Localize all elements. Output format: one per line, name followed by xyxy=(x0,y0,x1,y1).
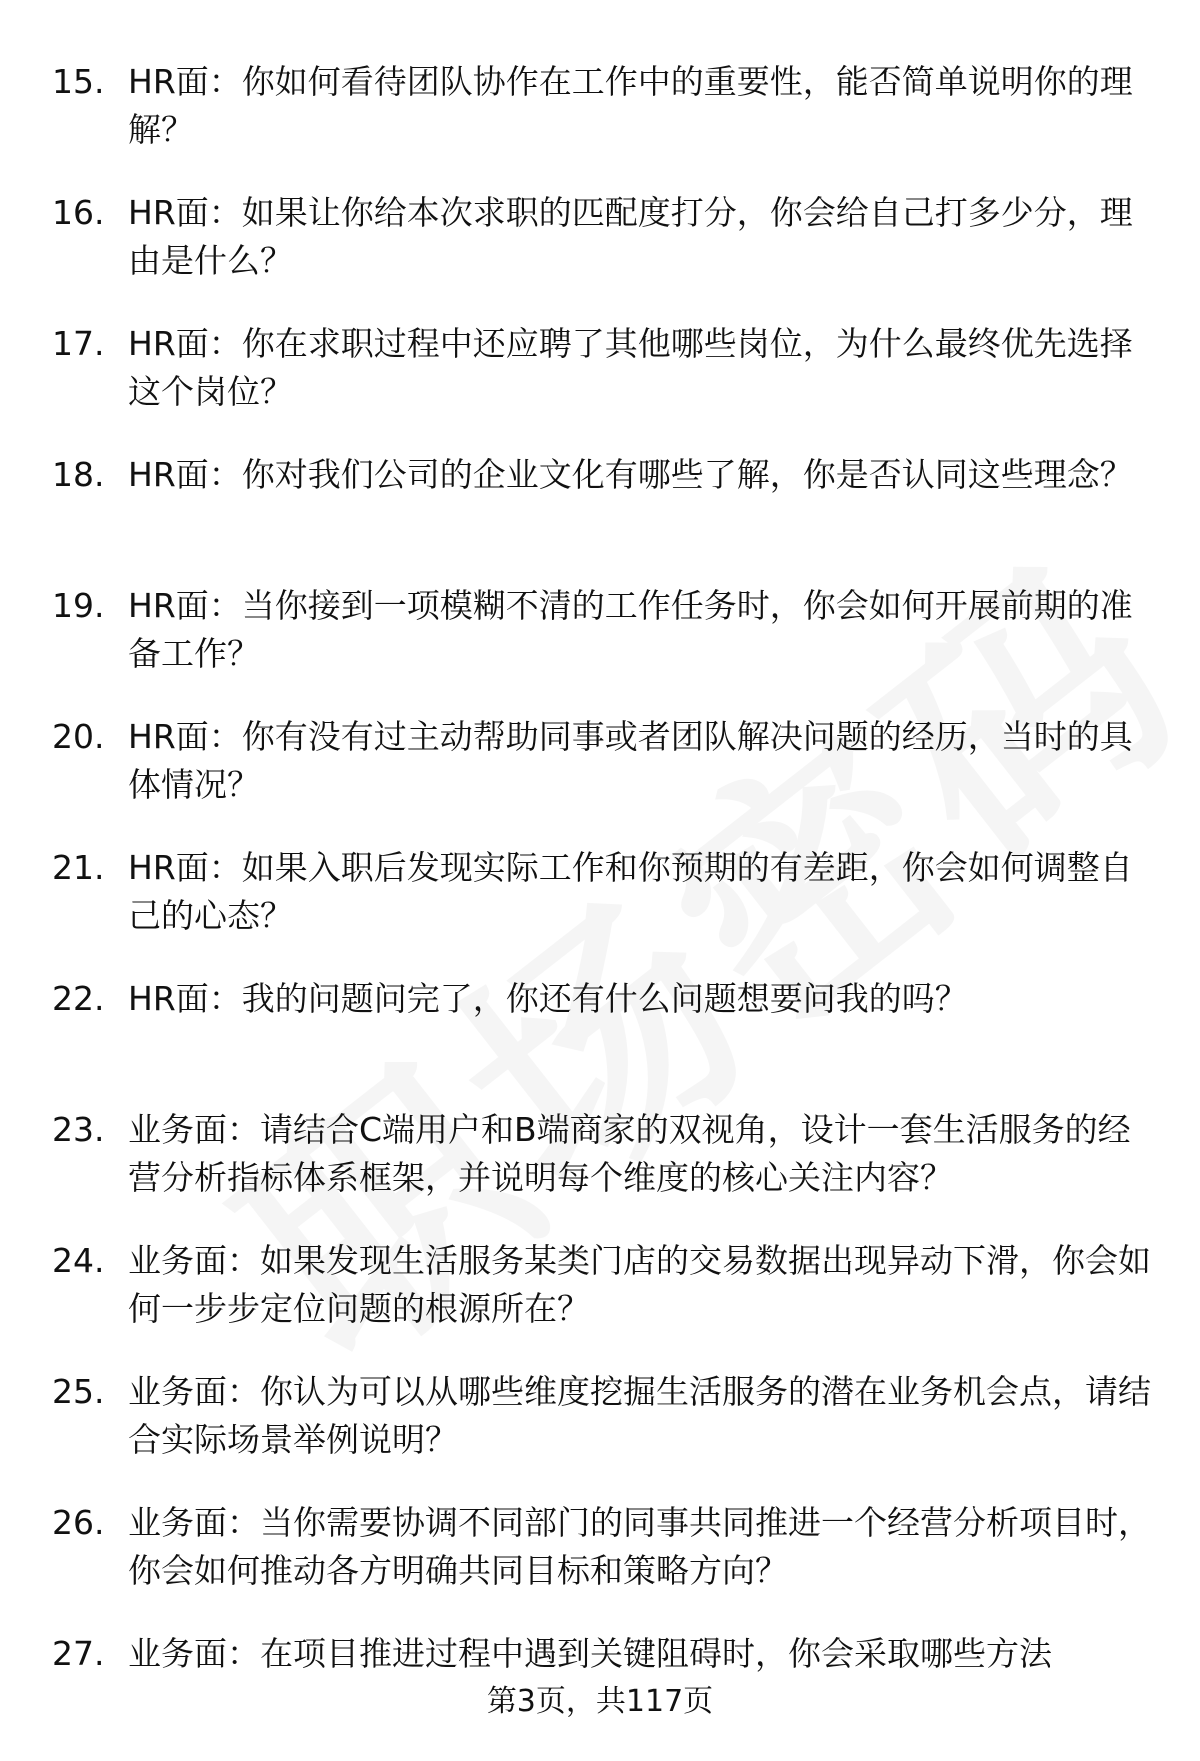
list-item xyxy=(52,1106,1162,1237)
item-number: 27. xyxy=(52,1634,105,1673)
item-number: 16. xyxy=(52,193,105,232)
list-item xyxy=(52,58,1162,189)
item-text: HR面：当你接到一项模糊不清的工作任务时，你会如何开展前期的准备工作？ xyxy=(128,586,1133,673)
item-text: HR面：如果入职后发现实际工作和你预期的有差距，你会如何调整自己的心态？ xyxy=(128,848,1133,935)
item-text: 业务面：如果发现生活服务某类门店的交易数据出现异动下滑，你会如何一步步定位问题的根源所在？ xyxy=(128,1241,1151,1328)
item-number: 24. xyxy=(52,1241,105,1280)
item-number: 15. xyxy=(52,62,105,101)
item-number: 19. xyxy=(52,586,105,625)
item-text: HR面：你有没有过主动帮助同事或者团队解决问题的经历，当时的具体情况？ xyxy=(128,717,1133,804)
list-item xyxy=(52,1237,1162,1368)
item-text: 业务面：你认为可以从哪些维度挖掘生活服务的潜在业务机会点，请结合实际场景举例说明？ xyxy=(128,1372,1151,1459)
item-text: HR面：你如何看待团队协作在工作中的重要性，能否简单说明你的理解？ xyxy=(128,62,1133,149)
list-item xyxy=(52,1368,1162,1499)
list-item xyxy=(52,320,1162,451)
list-item xyxy=(52,1499,1162,1630)
question-list xyxy=(52,58,1162,1761)
list-item xyxy=(52,189,1162,320)
item-text: HR面：我的问题问完了，你还有什么问题想要问我的吗？ xyxy=(128,979,968,1018)
item-text: HR面：如果让你给本次求职的匹配度打分，你会给自己打多少分，理由是什么？ xyxy=(128,193,1133,280)
item-text: 业务面：在项目推进过程中遇到关键阻碍时，你会采取哪些方法 xyxy=(128,1634,1052,1673)
list-item xyxy=(52,582,1162,713)
item-number: 25. xyxy=(52,1372,105,1411)
item-number: 18. xyxy=(52,455,105,494)
item-number: 23. xyxy=(52,1110,105,1149)
list-item xyxy=(52,844,1162,975)
item-text: 业务面：当你需要协调不同部门的同事共同推进一个经营分析项目时，你会如何推动各方明确共同目标和策略方向？ xyxy=(128,1503,1151,1590)
item-number: 20. xyxy=(52,717,105,756)
item-number: 17. xyxy=(52,324,105,363)
item-number: 22. xyxy=(52,979,105,1018)
item-text: HR面：你在求职过程中还应聘了其他哪些岗位，为什么最终优先选择这个岗位？ xyxy=(128,324,1133,411)
item-text: 业务面：请结合C端用户和B端商家的双视角，设计一套生活服务的经营分析指标体系框架，并说明每个维度的核心关注内容？ xyxy=(128,1110,1131,1197)
item-text: HR面：你对我们公司的企业文化有哪些了解，你是否认同这些理念？ xyxy=(128,455,1133,494)
page-footer: 第3页，共117页 xyxy=(486,1684,714,1719)
item-number: 26. xyxy=(52,1503,105,1542)
list-item xyxy=(52,451,1162,582)
list-item xyxy=(52,713,1162,844)
item-number: 21. xyxy=(52,848,105,887)
list-item xyxy=(52,975,1162,1106)
